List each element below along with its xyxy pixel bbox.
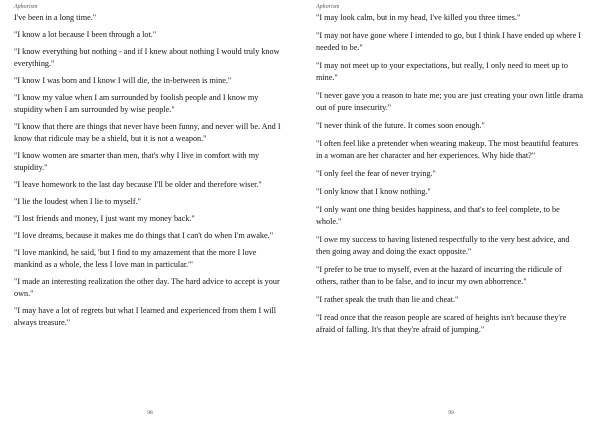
quote: "I often feel like a pretender when wearing makeup. The most beautiful features in a woman are her character and her experiences. Why hide that?" — [316, 139, 579, 160]
quote-list — [316, 12, 584, 336]
quote: "I may not have gone where I intended to go, but I think I have ended up where I needed to be." — [316, 31, 582, 52]
quote: "I lost friends and money, I just want my money back." — [14, 214, 195, 223]
quote: "I love dreams, because it makes me do things that I can't do when I'm awake." — [14, 231, 274, 240]
quote: "I may have a lot of regrets but what I learned and experienced from them I will always treasure." — [14, 306, 277, 327]
quote: "I rather speak the truth than lie and cheat." — [316, 295, 459, 304]
quote: "I know my value when I am surrounded by foolish people and I know my stupidity when I am surrounded by wise people." — [14, 93, 259, 114]
quote: "I know a lot because I been through a lot." — [14, 30, 157, 39]
quote: "I only know that I know nothing." — [316, 187, 431, 196]
quote: "I made an interesting realization the other day. The hard advice to accept is your own." — [14, 277, 280, 298]
quote: "I lie the loudest when I lie to myself." — [14, 197, 141, 206]
quote: "I know women are smarter than men, that's why I live in comfort with my stupidity." — [14, 151, 260, 172]
quote: "I may not meet up to your expectations, but really, I only need to meet up to mine." — [316, 61, 569, 82]
quote: "I love mankind, he said, 'but I find to my amazement that the more I love mankind as a whole, the less I love man in particular.'" — [14, 248, 257, 269]
quote: "I know everything but nothing - and if I knew about nothing I would truly know everything." — [14, 47, 280, 68]
page-number: 99 — [448, 410, 454, 416]
page-number: 98 — [147, 410, 153, 416]
quote: "I know that there are things that never have been funny, and never will be. And I know that ridicule may be a shield, but it is not a weapon." — [14, 122, 281, 143]
quote: "I may look calm, but in my head, I've killed you three times." — [316, 13, 521, 22]
right-page — [302, 0, 600, 424]
quote: "I only feel the fear of never trying." — [316, 169, 436, 178]
quote: I've been in a long time." — [14, 13, 97, 22]
quote: "I owe my success to having listened respectfully to the very best advice, and then going away and doing the exact opposite." — [316, 235, 570, 256]
quote: "I never think of the future. It comes soon enough." — [316, 121, 485, 130]
quote: "I leave homework to the last day because I'll be older and therefore wiser." — [14, 180, 262, 189]
quote: "I know I was born and I know I will die, the in-between is mine." — [14, 76, 232, 85]
quote-list — [14, 12, 286, 329]
quote: "I prefer to be true to myself, even at the hazard of incurring the ridicule of others, rather than to be false, and to incur my own abhorrence." — [316, 265, 562, 286]
running-head: Aphorism — [14, 4, 38, 10]
running-head: Aphorism — [316, 4, 340, 10]
quote: "I read once that the reason people are scared of heights isn't because they're afraid of falling. It's that they're afraid of jumping." — [316, 313, 567, 334]
quote: "I only want one thing besides happiness, and that's to feel complete, to be whole." — [316, 205, 560, 226]
quote: "I never gave you a reason to hate me; you are just creating your own little drama out of pure insecurity." — [316, 91, 584, 112]
